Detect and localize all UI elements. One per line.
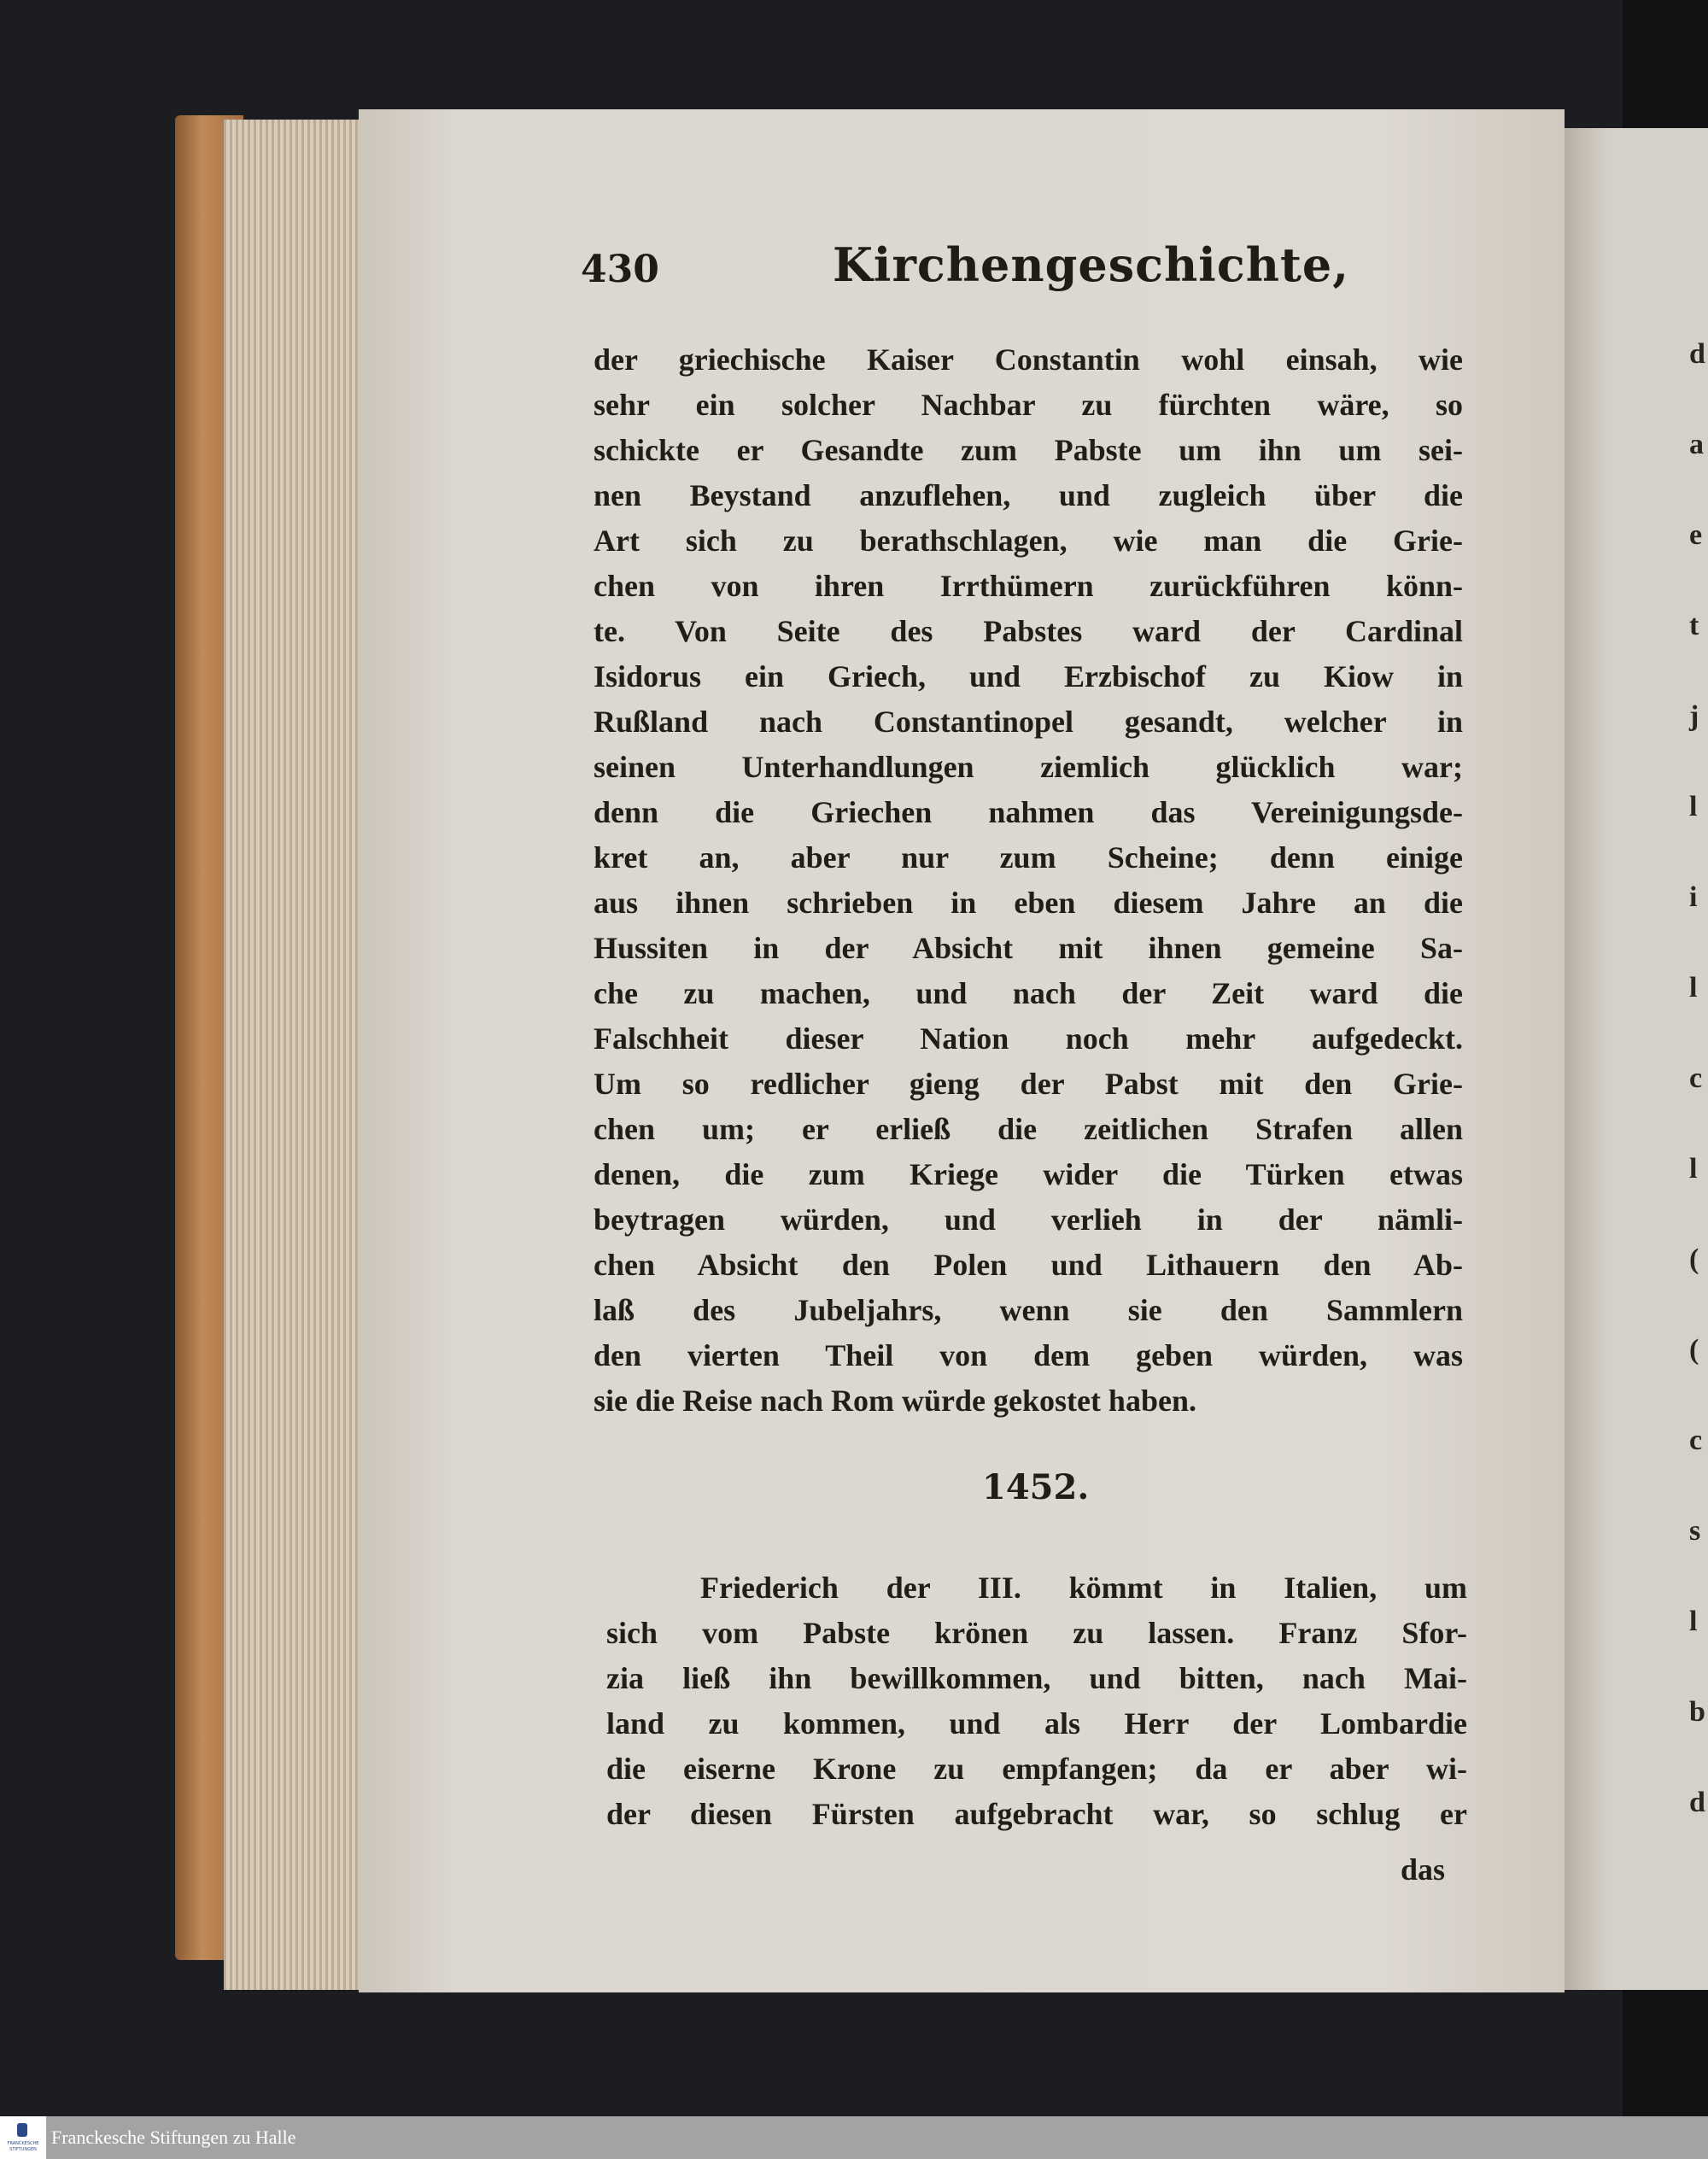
text-line-content: denn die Griechen nahmen das Vereinigungsde- <box>594 795 1463 829</box>
text-line-content: sie die Reise nach Rom würde gekostet haben. <box>594 1384 1196 1418</box>
text-line <box>594 1288 1465 1333</box>
text-line <box>594 926 1465 971</box>
logo-figure-icon <box>17 2123 27 2137</box>
text-line-content: seinen Unterhandlungen ziemlich glücklich war; <box>594 750 1463 784</box>
text-line <box>606 1701 1469 1747</box>
facing-page-fragment: c <box>1689 1425 1703 1456</box>
facing-page <box>1565 128 1708 1990</box>
facing-page-fragment: b <box>1689 1696 1705 1728</box>
facing-page-fragment: ( <box>1689 1334 1699 1366</box>
text-line-content: sehr ein solcher Nachbar zu fürchten wäre, so <box>594 388 1463 422</box>
facing-page-fragment: l <box>1689 1153 1698 1185</box>
facing-page-fragment: i <box>1689 881 1698 913</box>
text-line-content: Falschheit dieser Nation noch mehr aufgedeckt. <box>594 1021 1463 1056</box>
facing-page-fragment: a <box>1689 429 1704 460</box>
text-line <box>606 1747 1469 1792</box>
text-line-content: denen, die zum Kriege wider die Türken etwas <box>594 1157 1463 1191</box>
text-line-content: Hussiten in der Absicht mit ihnen gemeine Sa- <box>594 931 1463 965</box>
text-line <box>594 1378 1465 1424</box>
text-line <box>594 428 1465 473</box>
facing-page-fragment: e <box>1689 519 1703 551</box>
text-line <box>594 564 1465 609</box>
text-line <box>606 1656 1469 1701</box>
text-line-content: aus ihnen schrieben in eben diesem Jahre an die <box>594 886 1463 920</box>
facing-page-fragment: d <box>1689 338 1705 370</box>
text-line-content: die eiserne Krone zu empfangen; da er aber wi- <box>606 1752 1467 1786</box>
text-line <box>594 1152 1465 1197</box>
text-line <box>594 1062 1465 1107</box>
facing-page-fragment: l <box>1689 972 1698 1003</box>
text-line <box>594 1197 1465 1243</box>
text-line <box>594 699 1465 745</box>
text-line <box>594 881 1465 926</box>
text-line-content: laß des Jubeljahrs, wenn sie den Sammlern <box>594 1293 1463 1327</box>
text-line-content: chen von ihren Irrthümern zurückführen könn- <box>594 569 1463 603</box>
facing-page-fragment: s <box>1689 1515 1701 1547</box>
text-line <box>594 971 1465 1016</box>
text-line <box>594 518 1465 564</box>
text-line <box>594 745 1465 790</box>
text-line-content: sich vom Pabste krönen zu lassen. Franz Sfor- <box>606 1616 1467 1650</box>
year-heading: 1452. <box>982 1467 1090 1507</box>
paragraph-2 <box>606 1565 1469 1837</box>
text-line <box>594 790 1465 835</box>
text-line-content: nen Beystand anzuflehen, und zugleich über die <box>594 478 1463 512</box>
text-line <box>594 1333 1465 1378</box>
text-line-content: che zu machen, und nach der Zeit ward die <box>594 976 1463 1010</box>
text-line-content: chen um; er erließ die zeitlichen Strafen allen <box>594 1112 1463 1146</box>
catchword: das <box>1401 1852 1446 1887</box>
text-line-content: den vierten Theil von dem geben würden, was <box>594 1338 1463 1372</box>
paragraph-1 <box>594 337 1465 1424</box>
text-line-content: land zu kommen, und als Herr der Lombardie <box>606 1706 1467 1741</box>
text-line-content: beytragen würden, und verlieh in der nämli- <box>594 1202 1463 1237</box>
text-line <box>594 654 1465 699</box>
logo-text: FRANCKESCHE STIFTUNGEN <box>7 2141 39 2152</box>
text-line <box>594 609 1465 654</box>
text-line-content: te. Von Seite des Pabstes ward der Cardinal <box>594 614 1463 648</box>
text-line-content: Friederich der III. kömmt in Italien, um <box>700 1571 1467 1605</box>
institution-name: Franckesche Stiftungen zu Halle <box>51 2127 296 2148</box>
text-line-content: der diesen Fürsten aufgebracht war, so schlug er <box>606 1797 1467 1831</box>
text-line-content: schickte er Gesandte zum Pabste um ihn um sei- <box>594 433 1463 467</box>
text-line <box>594 383 1465 428</box>
text-line-content: kret an, aber nur zum Scheine; denn einige <box>594 840 1463 875</box>
page-block-edges <box>224 120 369 1990</box>
text-line <box>606 1792 1469 1837</box>
text-line-content: chen Absicht den Polen und Lithauern den Ab- <box>594 1248 1463 1282</box>
facing-page-fragment: l <box>1689 791 1698 822</box>
facing-page-fragment: d <box>1689 1787 1705 1818</box>
text-line <box>594 1243 1465 1288</box>
text-line-content: Rußland nach Constantinopel gesandt, welcher in <box>594 705 1463 739</box>
text-line-content: Isidorus ein Griech, und Erzbischof zu Kiow in <box>594 659 1463 693</box>
text-line <box>594 473 1465 518</box>
text-line <box>606 1611 1469 1656</box>
text-line <box>594 1107 1465 1152</box>
text-line-content: Um so redlicher gieng der Pabst mit den Grie- <box>594 1067 1463 1101</box>
text-line <box>594 835 1465 881</box>
footer-bar <box>0 2116 1708 2159</box>
institution-logo <box>0 2116 46 2159</box>
facing-page-fragment: ( <box>1689 1243 1699 1275</box>
facing-page-fragment: l <box>1689 1606 1698 1637</box>
page-number: 430 <box>581 248 659 291</box>
text-line <box>594 1016 1465 1062</box>
text-line <box>594 337 1465 383</box>
text-line-content: zia ließ ihn bewillkommen, und bitten, nach Mai- <box>606 1661 1467 1695</box>
text-line-content: der griechische Kaiser Constantin wohl einsah, wie <box>594 342 1463 377</box>
running-title: Kirchengeschichte, <box>833 237 1350 292</box>
facing-page-fragment: t <box>1689 610 1699 641</box>
text-line-content: Art sich zu berathschlagen, wie man die Grie- <box>594 524 1463 558</box>
facing-page-fragment: c <box>1689 1062 1703 1094</box>
text-line <box>606 1565 1469 1611</box>
facing-page-fragment: j <box>1689 700 1699 732</box>
